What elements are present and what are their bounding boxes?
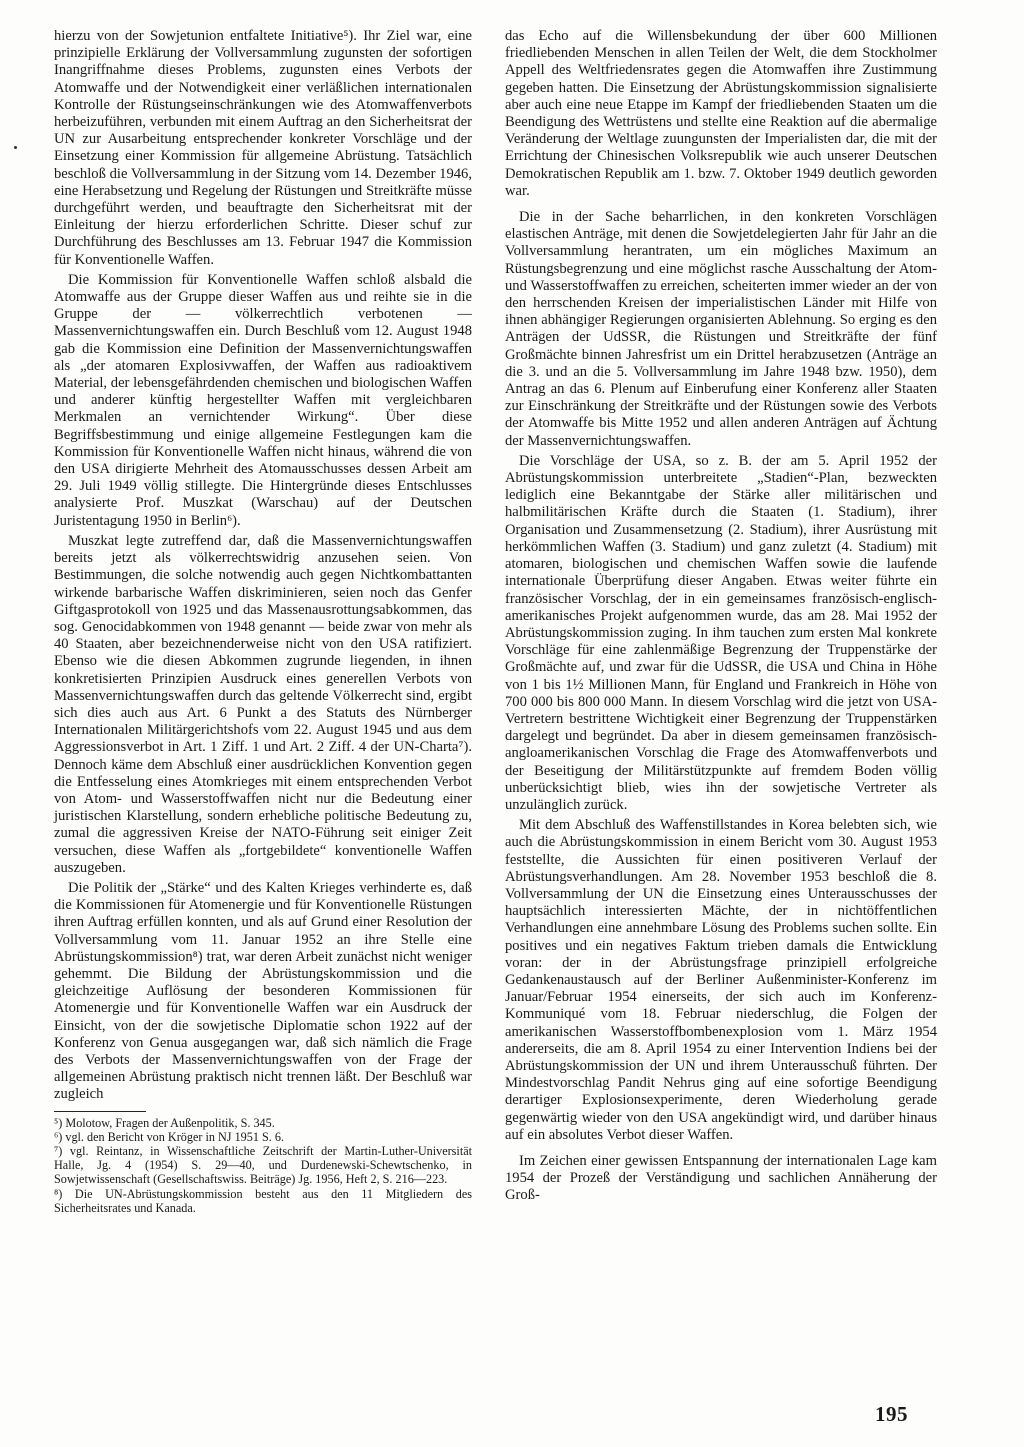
right-column xyxy=(505,28,937,1205)
margin-mark xyxy=(14,146,17,149)
footnote-divider xyxy=(54,1111,146,1112)
footnote: ⁷) vgl. Reintanz, in Wissenschaftliche Zeitschrift der Martin-Luther-Universität Halle, Jg. 4 (1954) S. 29—40, und Durdenewski-Schewtschenko, in Sowjetwissenschaft (Gesellschaftswiss. Beiträge) Jg. 1956, Heft 2, S. 216—223. xyxy=(54,1144,472,1187)
paragraph: Im Zeichen einer gewissen Entspannung der internationalen Lage kam 1954 der Prozeß der Verständigung und sachlichen Annäherung der Groß- xyxy=(505,1153,937,1204)
paragraph: hierzu von der Sowjetunion entfaltete Initiative⁵). Ihr Ziel war, eine prinzipielle Erklärung der Vollversammlung zugunsten der sofortigen Inangriffnahme dieses Problems, zugunsten eines Verbots der Atomwaffe und der Notwendigkeit einer verläßlichen internationalen Kontrolle der Rüstungseinschränkungen wie des Atomwaffenverbots herbeizuführen, verbunden mit einem Auftrag an den Sicherheitsrat der UN zur Ausarbeitung entsprechender konkreter Vorschläge und der Einsetzung einer Kommission für allgemeine Abrüstung. Tatsächlich beschloß die Vollversammlung in der Sitzung vom 14. Dezember 1946, eine Herabsetzung und Regelung der Rüstungen und Streitkräfte müsse durchgeführt werden, und beauftragte den Sicherheitsrat mit der Einleitung der hierzu erforderlichen Schritte. Dieser schuf zur Durchführung des Beschlusses am 13. Februar 1947 die Kommission für Konventionelle Waffen. xyxy=(54,28,472,268)
page-number: 195 xyxy=(875,1402,908,1426)
paragraph: das Echo auf die Willensbekundung der über 600 Millionen friedliebenden Menschen in allen Teilen der Welt, die dem Stockholmer Appell des Weltfriedensrates gegen die Atomwaffen ihre Zustimmung gegeben hatten. Die Einsetzung der Abrüstungskommission signalisierte aber auch eine neue Etappe im Kampf der friedliebenden Staaten um die Beendigung des Wettrüstens und stellte eine Reaktion auf die abermalige Veränderung der Weltlage zuungunsten der Imperialisten dar, die mit der Errichtung der Chinesischen Volksrepublik wie auch unserer Deutschen Demokratischen Republik am 1. bzw. 7. Oktober 1949 deutlich geworden war. xyxy=(505,28,937,199)
footnote: ⁶) vgl. den Bericht von Kröger in NJ 1951 S. 6. xyxy=(54,1129,285,1144)
paragraph: Die Vorschläge der USA, so z. B. der am 5. April 1952 der Abrüstungskommission unterbreitete „Stadien“-Plan, bezweckten lediglich eine Bekanntgabe der Stärke aller militärischen und halbmilitärischen Kräfte durch die Staaten (1. Stadium), ihrer Organisation und Zusammensetzung (2. Stadium), ihrer Ausrüstung mit herkömmlichen Waffen (3. Stadium) und ganz zuletzt (4. Stadium) mit atomaren, biologischen und chemischen Waffen sowie die laufende internationale Überprüfung dieser Angaben. Etwas weiter führte ein französischer Vorschlag, der in ein gemeinsames französisch-englisch-amerikanisches Projekt aufgenommen wurde, das am 28. Mai 1952 der Abrüstungskommission zuging. In ihm tauchen zum ersten Mal konkrete Vorschläge für eine zahlenmäßige Begrenzung der Truppenstärke der Großmächte auf, und zwar für die UdSSR, die USA und China in Höhe von 1 bis 1½ Millionen Mann, für England und Frankreich in Höhe von 700 000 bis 800 000 Mann. In diesem Vorschlag wird die jetzt von USA-Vertretern bestrittene Wichtigkeit einer Begrenzung der Truppenstärken dargelegt und begründet. Da aber in diesem gemeinsamen französisch-angloamerikanischen Vorschlag die Frage des Atomwaffenverbots und der Beseitigung der Militärstützpunkte auf fremdem Boden völlig unberücksichtigt blieb, wies ihn der sowjetische Vertreter als unzulänglich zurück. xyxy=(505,452,937,813)
paragraph: Die Politik der „Stärke“ und des Kalten Krieges verhinderte es, daß die Kommissionen für Atomenergie und für Konventionelle Rüstungen ihren Auftrag erfüllen konnten, und als auf Grund einer Resolution der Vollversammlung vom 11. Januar 1952 an ihre Stelle eine Abrüstungskommission⁸) trat, war deren Arbeit zunächst nicht weniger gehemmt. Die Bildung der Abrüstungskommission und die gleichzeitige Auflösung der besonderen Kommissionen für Atomenergie und für Konventionelle Waffen war ein Ausdruck der Einsicht, von der die sowjetische Diplomatie schon 1922 auf der Konferenz von Genua ausgegangen war, daß sich nämlich die Frage des Verbots der Massenvernichtungswaffen von der Frage der allgemeinen Abrüstung praktisch nicht trennen läßt. Der Beschluß war zugleich xyxy=(54,879,472,1103)
footnotes xyxy=(54,1116,472,1215)
paragraph: Mit dem Abschluß des Waffenstillstandes in Korea belebten sich, wie auch die Abrüstungskommission in einem Bericht vom 30. August 1953 feststellte, die Aussichten für einen positiveren Verlauf der Abrüstungsverhandlungen. Am 28. November 1953 beschloß die 8. Vollversammlung der UN die Einsetzung eines Unterausschusses der hauptsächlich interessierten Mächte, der in nichtöffentlichen Verhandlungen eine annehmbare Lösung des Problems suchen sollte. Ein positives und ein negatives Faktum trieben damals die Entwicklung voran: der in der Abrüstungsfrage prinzipiell erfolgreiche Gedankenaustausch auf der Berliner Außenminister-Konferenz im Januar/Februar 1954 einerseits, der sich auch im Konferenz-Kommuniqué vom 18. Februar niederschlug, die Folgen der amerikanischen Wasserstoffbombenexplosion vom 1. März 1954 andererseits, die am 8. April 1954 zu einer Intervention Indiens bei der Abrüstungskommission der UN und ihrem Unterausschuß führten. Der Mindestvorschlag Pandit Nehrus ging auf eine sofortige Beendigung derartiger Explosionsexperimente, deren Wiederholung gerade gegenwärtig wieder von den USA angekündigt wird, und darüber hinaus auf ein absolutes Verbot dieser Waffen. xyxy=(505,817,937,1143)
left-column xyxy=(54,28,472,1215)
footnote: ⁸) Die UN-Abrüstungskommission besteht aus den 11 Mitgliedern des Sicherheitsrates und Kanada. xyxy=(54,1186,472,1215)
paragraph: Muszkat legte zutreffend dar, daß die Massenvernichtungswaffen bereits jetzt als völkerrechtswidrig anzusehen seien. Von Bestimmungen, die solche notwendig auch gegen Nichtkombattanten wirkende barbarische Waffen diskriminieren, seien noch das Genfer Giftgasprotokoll von 1925 und das Massenausrottungsabkommen, das sog. Genocidabkommen von 1948 genannt — beide zwar von mehr als 40 Staaten, aber bezeichnenderweise nicht von den USA ratifiziert. Ebenso wie die diesen Abkommen zugrunde liegenden, in ihnen konkretisierten Prinzipien Ausdruck eines generellen Verbots von Massenvernichtungswaffen durch das geltende Völkerrecht sind, ergibt sich dies auch aus Art. 6 Punkt a des Statuts des Nürnberger Internationalen Militärgerichtshofs vom 22. August 1945 und aus dem Aggressionsverbot in Art. 1 Ziff. 1 und Art. 2 Ziff. 4 der UN-Charta⁷). Dennoch käme dem Abschluß einer ausdrücklichen Konvention gegen die Entfesselung eines Atomkrieges mit einem entsprechenden Verbot von Atom- und Wasserstoffwaffen nicht nur die Bedeutung einer juristischen Klarstellung, sondern erhebliche politische Bedeutung zu, zumal die aggressiven Kreise der NATO-Führung seit einiger Zeit versuchen, diese Waffen als „fortgebildete“ konventionelle Waffen auszugeben. xyxy=(54,532,472,876)
paragraph: Die Kommission für Konventionelle Waffen schloß alsbald die Atomwaffe aus der Gruppe dieser Waffen aus und reihte sie in die Gruppe der — völkerrechtlich verbotenen — Massenvernichtungswaffen ein. Durch Beschluß vom 12. August 1948 gab die Kommission eine Definition der Massenvernichtungswaffen als „der atomaren Explosivwaffen, der Waffen aus radioaktivem Material, der lebensgefährdenden chemischen und biologischen Waffen und anderer künftig hergestellter Waffen mit vergleichbaren Merkmalen an vernichtender Wirkung“. Über diese Begriffsbestimmung und einige allgemeine Festlegungen kam die Kommission für Konventionelle Waffen nicht hinaus, während die von den USA dirigierte Mehrheit des Atomausschusses dessen Arbeit am 29. Juli 1949 völlig stillegte. Die Hintergründe dieses Entschlusses analysierte Prof. Muszkat (Warschau) auf der Deutschen Juristentagung 1950 in Berlin⁶). xyxy=(54,271,472,529)
paragraph: Die in der Sache beharrlichen, in den konkreten Vorschlägen elastischen Anträge, mit denen die Sowjetdelegierten Jahr für Jahr an die Vollversammlung herantraten, um ein mögliches Maximum an Rüstungsbegrenzung und eine möglichst rasche Ausschaltung der Atom- und Wasserstoffwaffen zu erreichen, scheiterten immer wieder an der von den herrschenden Kreisen der imperialistischen Länder mit Hilfe von ihnen abhängiger Regierungen organisierten Ablehnung. So erging es den Anträgen der UdSSR, die Rüstungen und Streitkräfte der fünf Großmächte binnen Jahresfrist um ein Drittel herabzusetzen (Anträge an die 3. und an die 5. Vollversammlung im Jahre 1948 bzw. 1950), dem Antrag an das 6. Plenum auf Einberufung einer Konferenz aller Staaten zur Einschränkung der Streitkräfte und der Rüstungen sowie des Verbots der Atomwaffe bis Mitte 1952 und allen anderen Anträgen auf Ächtung der Massenvernichtungswaffen. xyxy=(505,209,937,449)
footnote: ⁵) Molotow, Fragen der Außenpolitik, S. 345. xyxy=(54,1115,275,1130)
